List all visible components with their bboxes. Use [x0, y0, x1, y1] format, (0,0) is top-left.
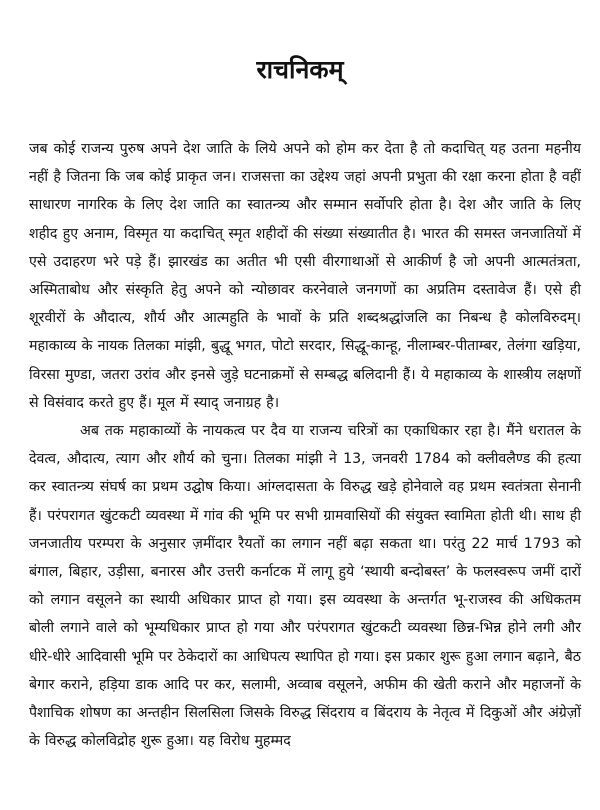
- paragraph-1: जब कोई राजन्य पुरुष अपने देश जाति के लिये अपने को होम कर देता है तो कदाचित् यह उतना महनीय नहीं है जितना कि जब कोई प्राकृत जन। राजसत्ता का उद्देश्य जहां अपनी प्रभुता की रक्षा करना होता है वहीं साधारण नागरिक के लिए देश जाति का स्वातन्त्र्य और सम्मान सर्वोपरि होता है। देश और जाति के लिए शहीद हुए अनाम, विस्मृत या कदाचित् स्मृत शहीदों की संख्या संख्यातीत है। भारत की समस्त जनजातियों में एसे उदाहरण भरे पड़े हैं। झारखंड का अतीत भी एसी वीरगाथाओं से आकीर्ण है जो अपनी आत्मतंत्रता, अस्मिताबोध और संस्कृति हेतु अपने को न्योछावर करनेवाले जनगणों का अप्रतिम दस्तावेज हैं। एसे ही शूरवीरों के औदात्य, शौर्य और आत्महुति के भावों के प्रति शब्दश्रद्धांजलि का निबन्ध है कोलविरुदम्। महाकाव्य के नायक तिलका मांझी, बुद्धू भगत, पोटो सरदार, सिद्धू-कान्हू, नीलाम्बर-पीताम्बर, तेलंगा खड़िया, विरसा मुण्डा, जतरा उरांव और इनसे जुड़े घटनाक्रमों से सम्बद्ध बलिदानी हैं। ये महाकाव्य के शास्त्रीय लक्षणों से विसंवाद करते हुए हैं। मूल में स्याद् जनाग्रह है।: [29, 141, 581, 411]
- page-title: राचनिकम्: [256, 55, 344, 84]
- paragraph-2: अब तक महाकाव्यों के नायकत्व पर दैव या राजन्य चरित्रों का एकाधिकार रहा है। मैंने धरातल के देवत्व, औदात्य, त्याग और शौर्य को चुना। तिलका मांझी ने 13, जनवरी 1784 को क्लीवलैण्ड की हत्या कर स्वातन्त्र्य संघर्ष का प्रथम उद्घोष किया। आंग्लदासता के विरुद्ध खड़े होनेवाले वह प्रथम स्वतंत्रता सेनानी हैं। परंपरागत खुंटकटी व्यवस्था में गांव की भूमि पर सभी ग्रामवासियों की संयुक्त स्वामिता होती थी। साथ ही जनजातीय परम्परा के अनुसार ज़मींदार रैयतों का लगान नहीं बढ़ा सकता था। परंतु 22 मार्च 1793 को बंगाल, बिहार, उड़ीसा, बनारस और उत्तरी कर्नाटक में लागू हुये ‘स्थायी बन्दोबस्त’ के फलस्वरूप जमीं दारों को लगान वसूलने का स्थायी अधिकार प्राप्त हो गया। इस व्यवस्था के अन्तर्गत भू-राजस्व की अधिकतम बोली लगाने वाले को भूम्यधिकार प्राप्त हो गया और परंपरागत खुंटकटी व्यवस्था छिन्न-भिन्न होने लगी और धीरे-धीरे आदिवासी भूमि पर ठेकेदारों का आधिपत्य स्थापित हो गया। इस प्रकार शुरू हुआ लगान बढ़ाने, बैठ बेगार कराने, हड़िया डाक आदि पर कर, सलामी, अव्वाब वसूलने, अफीम की खेती कराने और महाजनों के पैशाचिक शोषण का अन्तहीन सिलसिला जिसके विरुद्ध सिंदराय व बिंदराय के नेतृत्व में दिकुओं और अंग्रेज़ों के विरुद्ध कोलविद्रोह शुरू हुआ। यह विरोध मुहम्मद: [29, 423, 581, 750]
- body-text: [29, 135, 581, 755]
